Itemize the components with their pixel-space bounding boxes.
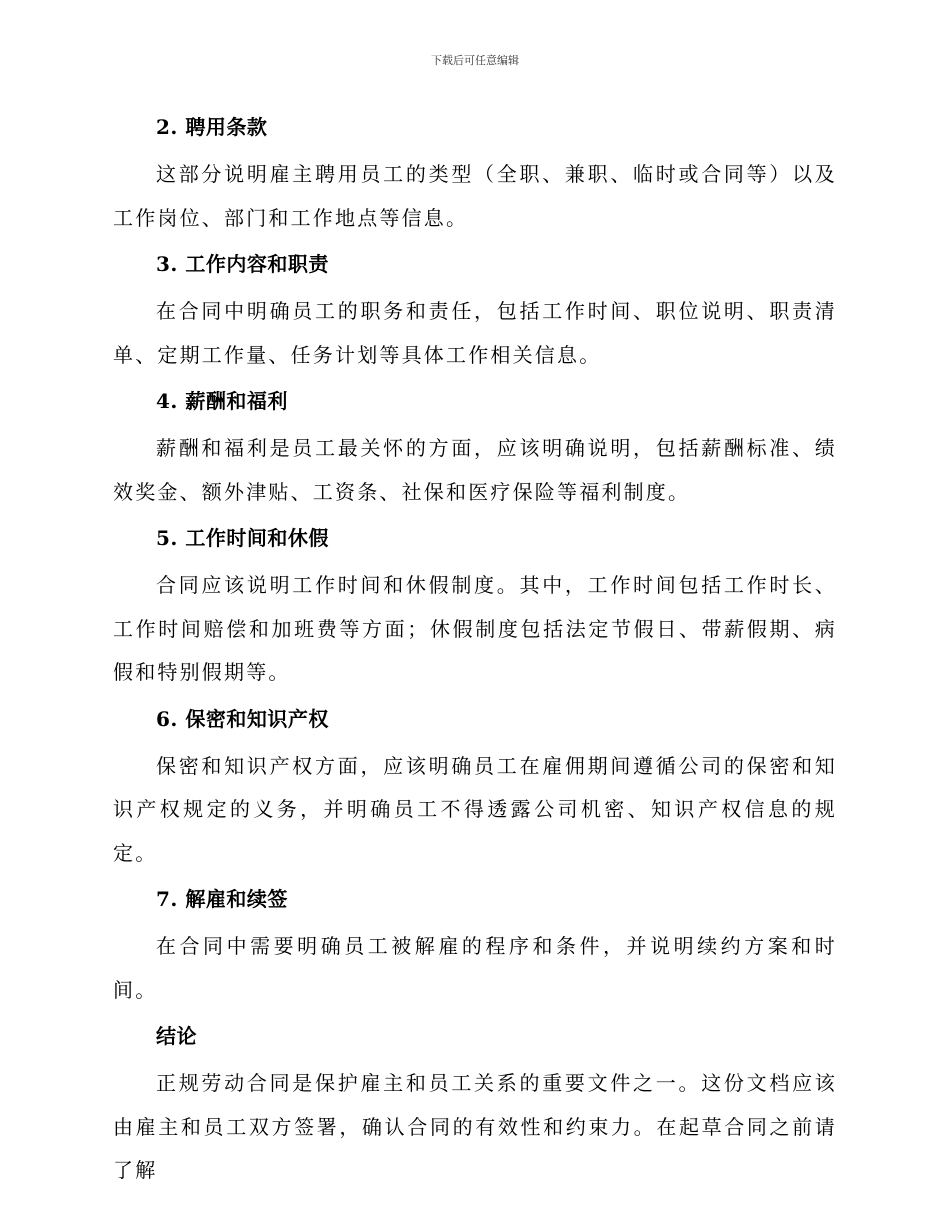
section-paragraph: 这部分说明雇主聘用员工的类型（全职、兼职、临时或合同等）以及工作岗位、部门和工作地点等信息。 bbox=[113, 162, 837, 230]
section-heading: 5. 工作时间和休假 bbox=[156, 526, 329, 550]
section-heading: 结论 bbox=[156, 1024, 197, 1048]
section-hours-leave bbox=[113, 523, 837, 704]
section-heading: 2. 聘用条款 bbox=[156, 115, 268, 139]
section-paragraph: 正规劳动合同是保护雇主和员工关系的重要文件之一。这份文档应该由雇主和员工双方签署，确认合同的有效性和约束力。在起草合同之前请了解 bbox=[113, 1071, 837, 1182]
section-termination-renewal bbox=[113, 884, 837, 1021]
section-conclusion bbox=[113, 1021, 837, 1193]
page-header-note: 下载后可任意编辑 bbox=[431, 54, 519, 67]
section-paragraph: 在合同中需要明确员工被解雇的程序和条件，并说明续约方案和时间。 bbox=[113, 934, 837, 1002]
section-hiring-terms bbox=[113, 112, 837, 249]
section-paragraph: 合同应该说明工作时间和休假制度。其中，工作时间包括工作时长、工作时间赔偿和加班费等方面；休假制度包括法定节假日、带薪假期、病假和特别假期等。 bbox=[113, 573, 837, 684]
section-heading: 7. 解雇和续签 bbox=[156, 887, 288, 911]
section-pay-benefits bbox=[113, 386, 837, 523]
section-paragraph: 保密和知识产权方面，应该明确员工在雇佣期间遵循公司的保密和知识产权规定的义务，并明确员工不得透露公司机密、知识产权信息的规定。 bbox=[113, 753, 837, 865]
section-paragraph: 在合同中明确员工的职务和责任，包括工作时间、职位说明、职责清单、定期工作量、任务计划等具体工作相关信息。 bbox=[113, 299, 837, 367]
section-heading: 4. 薪酬和福利 bbox=[156, 389, 288, 413]
document-body bbox=[113, 112, 837, 1193]
section-paragraph: 薪酬和福利是员工最关怀的方面，应该明确说明，包括薪酬标准、绩效奖金、额外津贴、工资条、社保和医疗保险等福利制度。 bbox=[113, 436, 837, 504]
section-heading: 3. 工作内容和职责 bbox=[156, 252, 329, 276]
section-heading: 6. 保密和知识产权 bbox=[156, 706, 329, 731]
section-confidentiality-ip bbox=[113, 704, 837, 885]
section-job-duties bbox=[113, 249, 837, 386]
